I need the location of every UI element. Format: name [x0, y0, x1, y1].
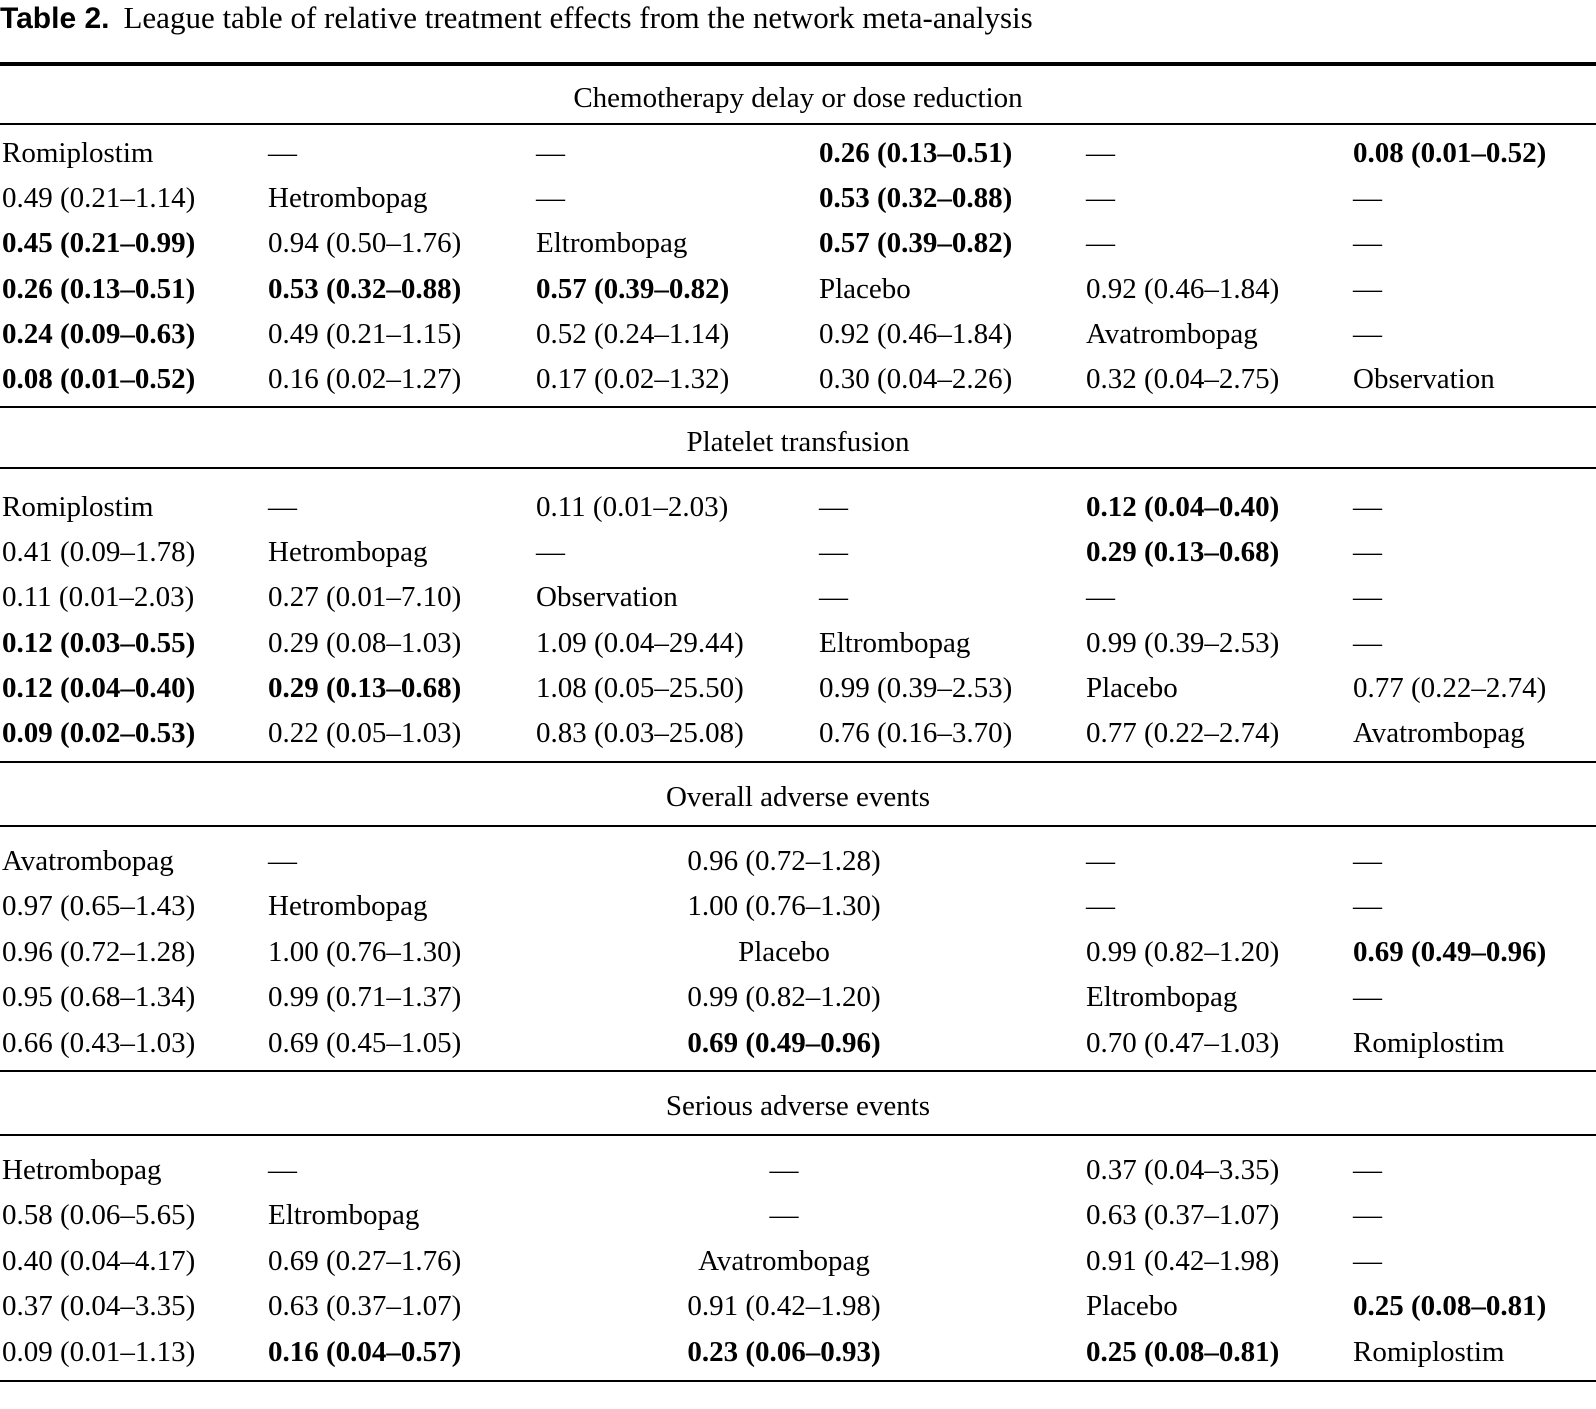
table-cell: 0.99 (0.71–1.37) [268, 981, 462, 1014]
table-cell: — [1353, 981, 1382, 1014]
section-title: Platelet transfusion [686, 426, 910, 458]
table-cell: — [769, 1154, 799, 1186]
table-cell: 0.66 (0.43–1.03) [2, 1026, 196, 1059]
table-cell: 0.63 (0.37–1.07) [268, 1290, 462, 1323]
section-header-rule [0, 467, 1596, 469]
table-cell: — [268, 1154, 297, 1186]
table-cell: — [1353, 1199, 1382, 1232]
table-cell: — [1353, 581, 1382, 614]
table-cell: 0.95 (0.68–1.34) [2, 981, 196, 1014]
table-cell: — [268, 491, 297, 523]
table-cell: 0.91 (0.42–1.98) [1086, 1244, 1280, 1277]
table-cell: 0.40 (0.04–4.17) [2, 1244, 196, 1277]
table-cell: — [1353, 182, 1382, 215]
table-cell: — [1353, 890, 1382, 923]
table-cell: — [536, 137, 565, 169]
table-cell: 0.96 (0.72–1.28) [687, 845, 881, 877]
table-cell: Observation [1353, 363, 1495, 395]
table-cell: — [1353, 272, 1382, 305]
table-cell: 0.29 (0.13–0.68) [1086, 536, 1280, 569]
table-cell: 0.16 (0.04–0.57) [268, 1335, 462, 1368]
table-cell: Eltrombopag [268, 1199, 420, 1232]
table-cell: 0.09 (0.02–0.53) [2, 717, 196, 749]
table-cell: 0.27 (0.01–7.10) [268, 581, 462, 614]
section-bottom-rule [0, 761, 1596, 763]
table-cell: 0.97 (0.65–1.43) [2, 890, 196, 923]
table-cell: Avatrombopag [2, 845, 174, 877]
section-header-rule [0, 1134, 1596, 1136]
table-cell: 0.24 (0.09–0.63) [2, 317, 196, 350]
table-cell: 1.00 (0.76–1.30) [268, 935, 462, 968]
table-cell: 0.30 (0.04–2.26) [819, 363, 1013, 395]
table-cell: Romiplostim [2, 137, 154, 169]
table-cell: 0.53 (0.32–0.88) [268, 272, 462, 305]
table-cell: 0.09 (0.01–1.13) [2, 1335, 196, 1368]
table-cell: 0.41 (0.09–1.78) [2, 536, 196, 569]
table-cell: — [1086, 845, 1115, 877]
table-cell: 0.99 (0.39–2.53) [1086, 626, 1280, 659]
table-cell: 0.49 (0.21–1.14) [2, 182, 196, 215]
table-cell: Romiplostim [2, 491, 154, 523]
table-cell: 0.08 (0.01–0.52) [1353, 137, 1547, 169]
table-cell: 0.29 (0.08–1.03) [268, 626, 462, 659]
table-top-rule [0, 62, 1596, 66]
table-cell: Avatrombopag [1086, 317, 1258, 350]
table-cell: 0.25 (0.08–0.81) [1353, 1290, 1547, 1323]
table-cell: 0.12 (0.04–0.40) [1086, 491, 1280, 523]
table-cell: 0.25 (0.08–0.81) [1086, 1335, 1280, 1368]
table-cell: — [819, 536, 848, 569]
table-cell: 0.58 (0.06–5.65) [2, 1199, 196, 1232]
table-cell: 0.96 (0.72–1.28) [2, 935, 196, 968]
table-cell: — [536, 536, 565, 569]
table-cell: 1.08 (0.05–25.50) [536, 671, 744, 704]
table-cell: 0.69 (0.27–1.76) [268, 1244, 462, 1277]
table-cell: 0.52 (0.24–1.14) [536, 317, 730, 350]
table-cell: 0.63 (0.37–1.07) [1086, 1199, 1280, 1232]
table-cell: 0.83 (0.03–25.08) [536, 717, 744, 749]
table-cell: 0.22 (0.05–1.03) [268, 717, 462, 749]
table-cell: — [1353, 845, 1382, 877]
table-cell: Romiplostim [1353, 1335, 1505, 1368]
table-cell: 0.23 (0.06–0.93) [687, 1335, 881, 1368]
section-title: Serious adverse events [665, 1090, 931, 1122]
table-cell: Eltrombopag [536, 227, 688, 260]
table-cell: — [1086, 581, 1115, 614]
table-cell: 0.08 (0.01–0.52) [2, 363, 196, 395]
table-cell: 0.26 (0.13–0.51) [819, 137, 1013, 169]
table-cell: 0.77 (0.22–2.74) [1086, 717, 1280, 749]
table-cell: Hetrombopag [268, 182, 428, 215]
table-cell: — [1086, 182, 1115, 215]
table-cell: 0.92 (0.46–1.84) [819, 317, 1013, 350]
table-cell: 0.12 (0.04–0.40) [2, 671, 196, 704]
table-cell: — [1353, 227, 1382, 260]
table-cell: — [1353, 626, 1382, 659]
table-caption-text: League table of relative treatment effects from the network meta-analysis [123, 0, 1033, 35]
table-cell: 0.99 (0.39–2.53) [819, 671, 1013, 704]
table-cell: — [268, 137, 297, 169]
table-cell: Eltrombopag [1086, 981, 1238, 1014]
table-cell: 0.45 (0.21–0.99) [2, 227, 196, 260]
table-cell: — [1353, 491, 1382, 523]
table-cell: — [1353, 317, 1382, 350]
table-cell: 0.49 (0.21–1.15) [268, 317, 462, 350]
table-cell: 0.77 (0.22–2.74) [1353, 671, 1547, 704]
table-cell: 0.26 (0.13–0.51) [2, 272, 196, 305]
table-cell: 0.57 (0.39–0.82) [819, 227, 1013, 260]
table-cell: 0.69 (0.49–0.96) [1353, 935, 1547, 968]
table-cell: 0.94 (0.50–1.76) [268, 227, 462, 260]
table-cell: — [1353, 1154, 1382, 1186]
table-cell: 0.92 (0.46–1.84) [1086, 272, 1280, 305]
table-cell: Hetrombopag [268, 536, 428, 569]
table-cell: 0.16 (0.02–1.27) [268, 363, 462, 395]
section-header-rule [0, 825, 1596, 827]
table-cell: Hetrombopag [268, 890, 428, 923]
section-title: Chemotherapy delay or dose reduction [573, 82, 1023, 114]
table-cell: 1.00 (0.76–1.30) [687, 890, 881, 923]
section-title: Overall adverse events [665, 781, 931, 813]
table-cell: — [268, 845, 297, 877]
table-cell: Romiplostim [1353, 1026, 1505, 1059]
table-cell: 0.99 (0.82–1.20) [1086, 935, 1280, 968]
table-cell: 0.11 (0.01–2.03) [536, 491, 729, 523]
section-bottom-rule [0, 1380, 1596, 1382]
table-cell: 0.91 (0.42–1.98) [687, 1290, 881, 1323]
section-bottom-rule [0, 406, 1596, 408]
table-cell: — [819, 491, 848, 523]
table-cell: — [1353, 536, 1382, 569]
table-cell: — [769, 1199, 799, 1232]
section-header-rule [0, 123, 1596, 125]
table-cell: — [1086, 890, 1115, 923]
table-cell: 0.11 (0.01–2.03) [2, 581, 195, 614]
table-cell: 0.29 (0.13–0.68) [268, 671, 462, 704]
table-cell: 0.32 (0.04–2.75) [1086, 363, 1280, 395]
table-caption [0, 0, 1596, 44]
table-cell: 0.53 (0.32–0.88) [819, 182, 1013, 215]
table-cell: Avatrombopag [1353, 717, 1525, 749]
table-cell: 0.17 (0.02–1.32) [536, 363, 730, 395]
table-cell: 0.76 (0.16–3.70) [819, 717, 1013, 749]
table-cell: 0.37 (0.04–3.35) [2, 1290, 196, 1323]
table-cell: Hetrombopag [2, 1154, 162, 1186]
table-cell: Placebo [819, 272, 911, 305]
table-cell: 0.69 (0.49–0.96) [687, 1026, 881, 1059]
section-bottom-rule [0, 1070, 1596, 1072]
table-cell: Eltrombopag [819, 626, 971, 659]
table-cell: 1.09 (0.04–29.44) [536, 626, 744, 659]
table-cell: Avatrombopag [698, 1244, 870, 1277]
table-cell: Placebo [1086, 1290, 1178, 1323]
table-caption-label: Table 2. [0, 2, 110, 35]
table-cell: — [536, 182, 565, 215]
table-cell: 0.12 (0.03–0.55) [2, 626, 196, 659]
table-cell: 0.69 (0.45–1.05) [268, 1026, 462, 1059]
table-cell: 0.57 (0.39–0.82) [536, 272, 730, 305]
table-cell: — [1353, 1244, 1382, 1277]
table-cell: Observation [536, 581, 678, 614]
table-cell: Placebo [738, 935, 830, 968]
table-cell: Placebo [1086, 671, 1178, 704]
table-cell: — [1086, 227, 1115, 260]
table-cell: — [1086, 137, 1115, 169]
table-cell: 0.99 (0.82–1.20) [687, 981, 881, 1014]
table-cell: — [819, 581, 848, 614]
table-cell: 0.37 (0.04–3.35) [1086, 1154, 1280, 1186]
table-cell: 0.70 (0.47–1.03) [1086, 1026, 1280, 1059]
